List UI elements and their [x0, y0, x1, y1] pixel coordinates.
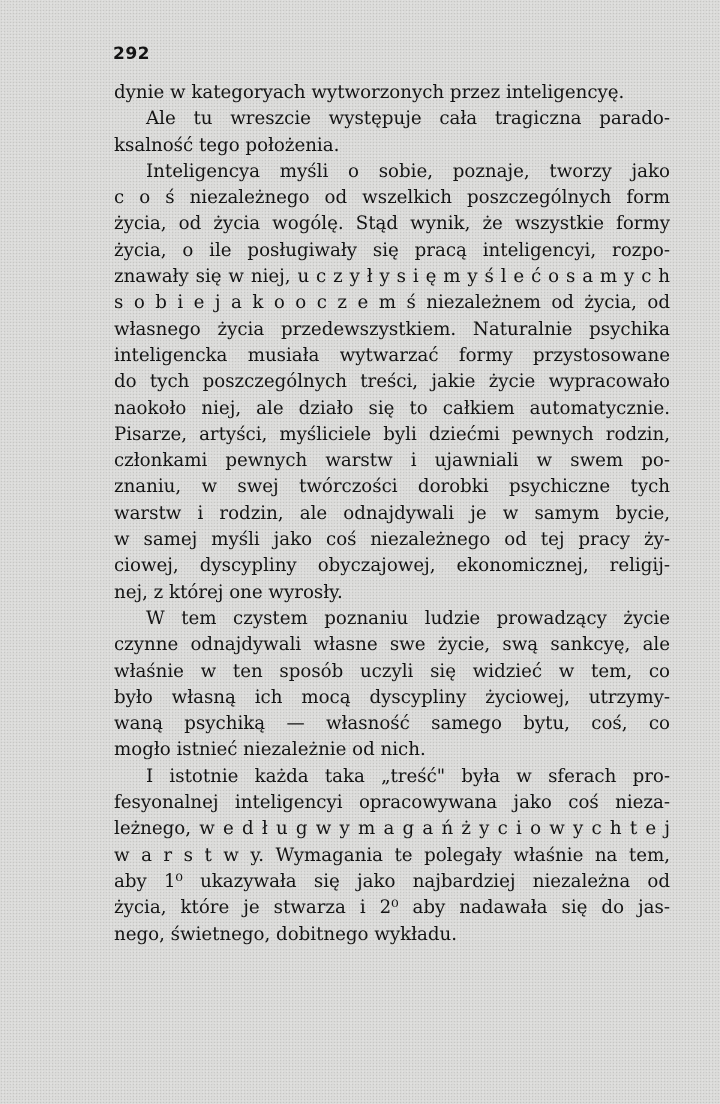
- text-line: w a r s t w y. Wymagania te polegały właśnie na tem,: [114, 844, 670, 866]
- text-line: I istotnie każda taka „treść" była w sferach pro-: [146, 765, 670, 787]
- text-line: znawały się w niej, u c z y ł y s i ę m y ś l e ć o s a m y c h: [114, 266, 670, 288]
- text-line: warstw i rodzin, ale odnajdywali je w samym bycie,: [114, 502, 670, 524]
- text-line: Inteligencya myśli o sobie, poznaje, tworzy jako: [146, 160, 670, 182]
- text-line: życia, które je stwarza i 2⁰ aby nadawała się do jas-: [114, 897, 670, 919]
- text-line: Ale tu wreszcie występuje cała tragiczna parado-: [146, 108, 670, 130]
- text-line: życia, od życia wogólę. Stąd wynik, że wszystkie formy: [114, 213, 670, 235]
- text-line: w samej myśli jako coś niezależnego od tej pracy ży-: [114, 529, 670, 551]
- text-line: W tem czystem poznaniu ludzie prowadzący życie: [146, 607, 670, 629]
- text-line: właśnie w ten sposób uczyli się widzieć w tem, co: [114, 660, 670, 682]
- text-line: znaniu, w swej twórczości dorobki psychiczne tych: [114, 476, 670, 498]
- text-line: Pisarze, artyści, myśliciele byli dziećmi pewnych rodzin,: [114, 423, 670, 445]
- text-line: członkami pewnych warstw i ujawniali w swem po-: [114, 450, 670, 472]
- text-line: c o ś niezależnego od wszelkich poszczególnych form: [114, 187, 670, 209]
- text-line: było własną ich mocą dyscypliny życiowej, utrzymy-: [114, 686, 670, 708]
- text-line: aby 1⁰ ukazywała się jako najbardziej niezależna od: [114, 870, 670, 892]
- text-line: nego, świetnego, dobitnego wykładu.: [114, 923, 458, 945]
- text-line: do tych poszczególnych treści, jakie życie wypracowało: [114, 371, 670, 393]
- body-text: [114, 80, 670, 948]
- text-line: czynne odnajdywali własne swe życie, swą sankcyę, ale: [114, 634, 670, 656]
- page-number: 292: [113, 44, 150, 64]
- text-line: inteligencka musiała wytwarzać formy przystosowane: [114, 344, 670, 366]
- text-line: własnego życia przedewszystkiem. Naturalnie psychika: [114, 318, 670, 340]
- text-line: nej, z której one wyrosły.: [114, 581, 343, 603]
- text-line: ksalność tego położenia.: [114, 134, 340, 156]
- text-line: waną psychiką — własność samego bytu, coś, co: [114, 713, 670, 735]
- text-line: naokoło niej, ale działo się to całkiem automatycznie.: [114, 397, 670, 419]
- text-line: leżnego, w e d ł u g w y m a g a ń ż y c i o w y c h t e j: [114, 818, 670, 840]
- text-line: ciowej, dyscypliny obyczajowej, ekonomicznej, religij-: [114, 555, 670, 577]
- text-line: życia, o ile posługiwały się pracą inteligencyi, rozpo-: [114, 239, 670, 261]
- text-line: dynie w kategoryach wytworzonych przez inteligencyę.: [114, 82, 625, 103]
- text-line: s o b i e j a k o o c z e m ś niezależnem od życia, od: [114, 292, 670, 314]
- text-line: mogło istnieć niezależnie od nich.: [114, 739, 426, 761]
- text-line: fesyonalnej inteligencyi opracowywana jako coś nieza-: [114, 792, 670, 814]
